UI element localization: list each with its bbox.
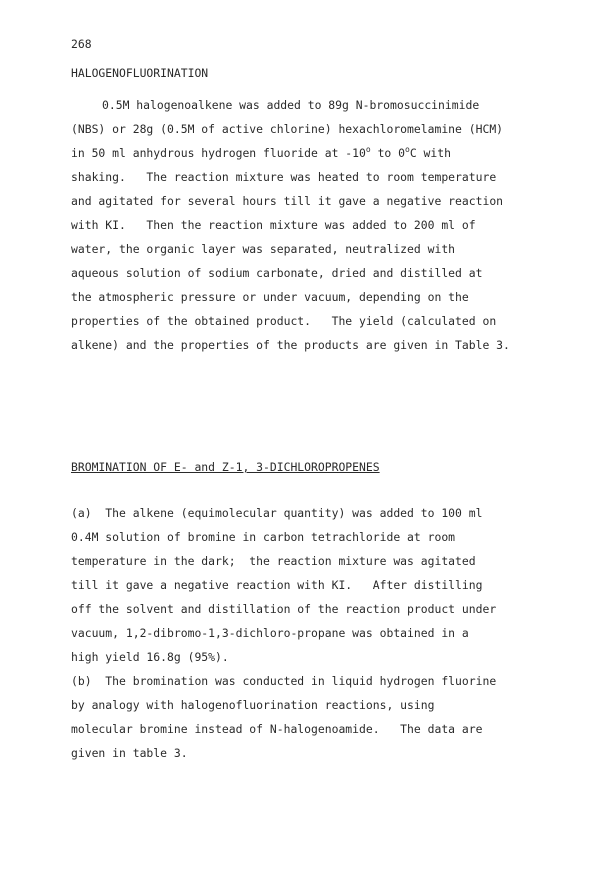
section-heading-bromination: BROMINATION OF E- and Z-1, 3-DICHLOROPROPENES [71, 460, 380, 474]
text-line: (a) The alkene (equimolecular quantity) was added to 100 ml [71, 506, 483, 520]
text-line: (NBS) or 28g (0.5M of active chlorine) hexachloromelamine (HCM) [71, 122, 504, 136]
text-line [71, 146, 451, 160]
degree-superscript: o [365, 145, 371, 154]
text-fragment: C with [409, 146, 451, 160]
text-line: and agitated for several hours till it gave a negative reaction [71, 194, 504, 208]
text-line: with KI. Then the reaction mixture was added to 200 ml of [71, 218, 476, 232]
text-line: properties of the obtained product. The yield (calculated on [71, 314, 497, 328]
text-line: molecular bromine instead of N-halogenoamide. The data are [71, 722, 483, 736]
text-line: temperature in the dark; the reaction mixture was agitated [71, 554, 476, 568]
text-line: given in table 3. [71, 746, 188, 760]
text-line: off the solvent and distillation of the reaction product under [71, 602, 497, 616]
section-heading-halogenofluorination: HALOGENOFLUORINATION [71, 66, 209, 80]
text-line: (b) The bromination was conducted in liquid hydrogen fluorine [71, 674, 497, 688]
text-line: shaking. The reaction mixture was heated to room temperature [71, 170, 497, 184]
text-line: 0.4M solution of bromine in carbon tetrachloride at room [71, 530, 456, 544]
page-number: 268 [71, 37, 92, 51]
text-fragment: in 50 ml anhydrous hydrogen fluoride at -10 [71, 146, 366, 160]
text-line: aqueous solution of sodium carbonate, dried and distilled at [71, 266, 483, 280]
text-line: high yield 16.8g (95%). [71, 650, 229, 664]
text-line: alkene) and the properties of the products are given in Table 3. [71, 338, 510, 352]
degree-superscript: o [405, 145, 410, 154]
text-line: vacuum, 1,2-dibromo-1,3-dichloro-propane was obtained in a [71, 626, 469, 640]
text-line: the atmospheric pressure or under vacuum, depending on the [71, 290, 469, 304]
text-fragment: to 0 [370, 146, 406, 160]
text-line: by analogy with halogenofluorination reactions, using [71, 698, 435, 712]
text-line: 0.5M halogenoalkene was added to 89g N-bromosuccinimide [102, 98, 480, 112]
text-line: till it gave a negative reaction with KI. After distilling [71, 578, 483, 592]
text-line: water, the organic layer was separated, neutralized with [71, 242, 456, 256]
